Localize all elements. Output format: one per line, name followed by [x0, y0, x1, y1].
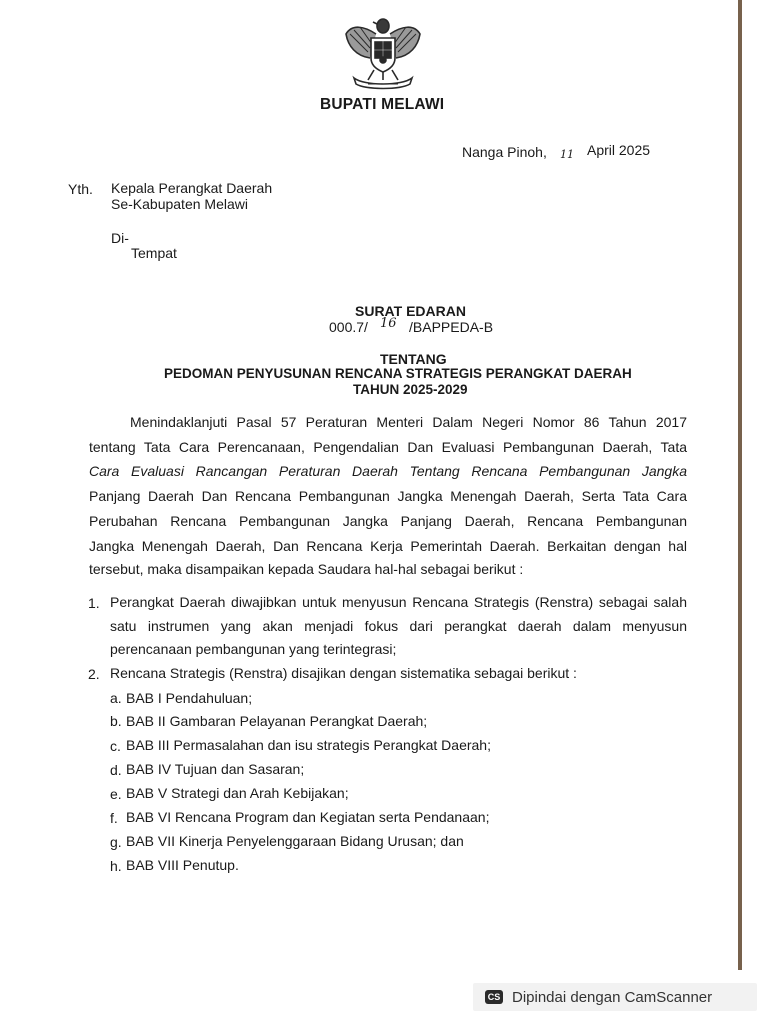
place-text: Nanga Pinoh, [462, 144, 547, 160]
subitem-text: BAB IV Tujuan dan Sasaran; [126, 761, 305, 777]
garuda-emblem-icon [340, 12, 426, 96]
camscanner-watermark [473, 983, 757, 1011]
recipient-line-1: Kepala Perangkat Daerah [111, 180, 273, 196]
subitem-letter: h. [110, 858, 122, 874]
subitem-text: BAB V Strategi dan Arah Kebijakan; [126, 785, 349, 801]
paragraph-line: Perubahan Rencana Pembangunan Jangka Panjang Daerah, Rencana Pembangunan [89, 513, 687, 529]
item-line: perencanaan pembangunan yang terintegrasi; [110, 641, 397, 657]
subitem-text: BAB VII Kinerja Penyelenggaraan Bidang Urusan; dan [126, 833, 464, 849]
subitem-letter: d. [110, 762, 122, 778]
subitem-letter: a. [110, 690, 122, 706]
item-number: 2. [88, 666, 100, 682]
subitem-text: BAB VIII Penutup. [126, 857, 239, 873]
subitem-letter: e. [110, 786, 122, 802]
subitem-text: BAB III Permasalahan dan isu strategis Perangkat Daerah; [126, 737, 491, 753]
paragraph-line: Jangka Menengah Daerah, Dan Rencana Kerja Pemerintah Daerah. Berkaitan dengan hal [89, 538, 687, 554]
yth-label: Yth. [68, 181, 93, 197]
paragraph-line: Cara Evaluasi Rancangan Peraturan Daerah Tentang Rencana Pembangunan Jangka [89, 463, 687, 479]
subitem-letter: c. [110, 738, 121, 754]
letter-number-suffix: /BAPPEDA-B [409, 319, 494, 335]
item-line: Rencana Strategis (Renstra) disajikan dengan sistematika sebagai berikut : [110, 665, 577, 681]
paragraph-line: tentang Tata Cara Perencanaan, Pengendalian Dan Evaluasi Pembangunan Daerah, Tata [89, 439, 687, 455]
page-title: BUPATI MELAWI [320, 96, 445, 113]
tempat-label: Tempat [131, 245, 177, 261]
letter-number-prefix: 000.7/ [329, 319, 368, 335]
paragraph-line: tersebut, maka disampaikan kepada Saudara hal-hal sebagai berikut : [89, 561, 524, 577]
subject-line-2: TAHUN 2025-2029 [353, 382, 468, 397]
subitem-text: BAB VI Rencana Program dan Kegiatan serta Pendanaan; [126, 809, 490, 825]
recipient-line-2: Se-Kabupaten Melawi [111, 196, 248, 212]
item-number: 1. [88, 595, 100, 611]
camscanner-logo-icon: CS [485, 990, 503, 1004]
subject-line-1: PEDOMAN PENYUSUNAN RENCANA STRATEGIS PERANGKAT DAERAH [164, 366, 632, 381]
subitem-letter: b. [110, 713, 122, 729]
subitem-text: BAB I Pendahuluan; [126, 690, 253, 706]
paragraph-line: Panjang Daerah Dan Rencana Pembangunan Jangka Menengah Daerah, Serta Tata Cara [89, 488, 687, 504]
tentang-label: TENTANG [380, 351, 447, 367]
di-label: Di- [111, 230, 129, 246]
subitem-letter: f. [110, 810, 118, 826]
date-month-year: April 2025 [587, 142, 651, 158]
item-line: Perangkat Daerah diwajibkan untuk menyusun Rencana Strategis (Renstra) sebagai salah [110, 594, 687, 610]
paragraph-line: Menindaklanjuti Pasal 57 Peraturan Menteri Dalam Negeri Nomor 86 Tahun 2017 [130, 414, 687, 430]
subitem-text: BAB II Gambaran Pelayanan Perangkat Daerah; [126, 713, 428, 729]
letter-number-handwritten: 16 [380, 316, 397, 331]
camscanner-text: Dipindai dengan CamScanner [512, 988, 713, 1006]
subitem-letter: g. [110, 834, 122, 850]
scan-edge-line [738, 0, 742, 970]
letter-type: SURAT EDARAN [355, 303, 466, 319]
date-day-handwritten: 11 [560, 148, 574, 161]
item-line: satu instrumen yang akan menjadi fokus dari perangkat daerah dalam menyusun [110, 618, 687, 634]
